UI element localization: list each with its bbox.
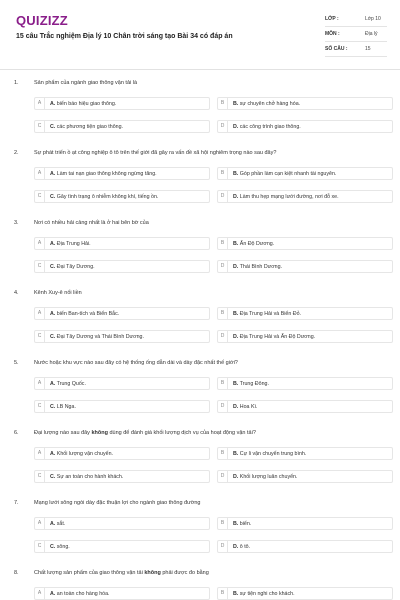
option-text: Hoa Kì.: [238, 404, 258, 410]
option-c[interactable]: [34, 190, 210, 203]
option-text: ô tô.: [238, 544, 251, 550]
option-prefix: D.: [233, 264, 239, 270]
question-3: [0, 212, 400, 282]
option-text: Địa Trung Hải và Ấn Độ Dương.: [238, 334, 316, 340]
question-5: [0, 352, 400, 422]
question-6: [0, 422, 400, 492]
option-text: biển.: [238, 521, 252, 527]
option-prefix: A.: [50, 311, 56, 317]
option-b[interactable]: [217, 97, 393, 110]
option-b[interactable]: [217, 587, 393, 600]
option-prefix: A.: [50, 521, 56, 527]
option-letter: B: [218, 378, 228, 389]
option-prefix: C.: [50, 474, 56, 480]
option-letter: C: [35, 541, 45, 552]
option-letter: A: [35, 588, 45, 599]
option-text: Thái Bình Dương.: [238, 264, 283, 270]
option-letter: D: [218, 331, 228, 342]
option-text: Khối lượng vận chuyển.: [55, 451, 113, 457]
option-b[interactable]: [217, 167, 393, 180]
option-prefix: B.: [233, 241, 239, 247]
option-letter: B: [218, 308, 228, 319]
option-text: Đại Tây Dương.: [55, 264, 95, 270]
option-prefix: C.: [50, 334, 56, 340]
option-text: các phương tiện giao thông.: [55, 124, 123, 130]
option-letter: C: [35, 401, 45, 412]
option-d[interactable]: [217, 260, 393, 273]
option-text: Gây tình trạng ô nhiễm không khí, tiếng ồn.: [55, 194, 159, 200]
question-2: [0, 142, 400, 212]
option-letter: B: [218, 448, 228, 459]
option-c[interactable]: [34, 540, 210, 553]
option-letter: B: [218, 98, 228, 109]
option-a[interactable]: [34, 97, 210, 110]
option-a[interactable]: [34, 167, 210, 180]
meta-class-value: Lớp 10: [365, 16, 381, 22]
option-prefix: B.: [233, 101, 239, 107]
question-number: 5.: [14, 360, 19, 366]
option-letter: D: [218, 121, 228, 132]
option-text: biển báo hiệu giao thông.: [55, 101, 117, 107]
question-number: 7.: [14, 500, 19, 506]
question-number: 1.: [14, 80, 19, 86]
option-prefix: B.: [233, 521, 239, 527]
meta-row-subject: [325, 27, 387, 42]
question-1: [0, 72, 400, 142]
question-emphasis: không: [91, 430, 108, 436]
option-prefix: C.: [50, 544, 56, 550]
option-letter: D: [218, 401, 228, 412]
option-a[interactable]: [34, 237, 210, 250]
meta-row-class: [325, 12, 387, 27]
option-text: Góp phần làm cạn kiệt nhanh tài nguyên.: [238, 171, 337, 177]
option-c[interactable]: [34, 330, 210, 343]
question-text: Kênh Xuy-ê nối liền: [34, 290, 82, 296]
option-prefix: C.: [50, 264, 56, 270]
option-prefix: C.: [50, 124, 56, 130]
option-text: biển Ban-tích và Biển Bắc.: [55, 311, 120, 317]
option-d[interactable]: [217, 330, 393, 343]
question-text: Nơi có nhiều hải cảng nhất là ở hai bên bờ của: [34, 220, 149, 226]
meta-subject-value: Địa lý: [365, 31, 378, 37]
question-emphasis: không: [144, 570, 161, 576]
option-text: an toàn cho hàng hóa.: [55, 591, 110, 597]
question-number: 4.: [14, 290, 19, 296]
option-prefix: B.: [233, 171, 239, 177]
option-prefix: A.: [50, 241, 56, 247]
question-text: Sự phát triển ồ ạt công nghiệp ô tô trên thế giới đã gây ra vấn đề xã hội nghiêm trọng nào sau đây?: [34, 150, 277, 156]
option-prefix: C.: [50, 194, 56, 200]
option-letter: A: [35, 168, 45, 179]
option-c[interactable]: [34, 260, 210, 273]
question-text: Đại lượng nào sau đây không dùng để đánh giá khối lượng dịch vụ của hoạt động vận tải?: [34, 430, 256, 436]
option-d[interactable]: [217, 470, 393, 483]
question-text: Sản phẩm của ngành giao thông vận tải là: [34, 80, 138, 86]
option-letter: A: [35, 518, 45, 529]
option-text: Trung Đông.: [238, 381, 269, 387]
question-8: [0, 562, 400, 600]
option-prefix: B.: [233, 451, 239, 457]
option-text: sắt.: [55, 521, 66, 527]
option-text: LB Nga.: [55, 404, 76, 410]
option-prefix: A.: [50, 381, 56, 387]
option-prefix: D.: [233, 474, 239, 480]
option-letter: C: [35, 471, 45, 482]
question-text: Nước hoặc khu vực nào sau đây có hệ thống ống dẫn dài và dày đặc nhất thế giới?: [34, 360, 238, 366]
option-letter: B: [218, 588, 228, 599]
meta-row-count: [325, 42, 387, 57]
option-a[interactable]: [34, 307, 210, 320]
option-d[interactable]: [217, 120, 393, 133]
option-d[interactable]: [217, 540, 393, 553]
question-number: 6.: [14, 430, 19, 436]
option-prefix: A.: [50, 591, 56, 597]
option-letter: D: [218, 261, 228, 272]
option-c[interactable]: [34, 120, 210, 133]
option-text: Làm thu hẹp mạng lưới đường, nơi đỗ xe.: [238, 194, 339, 200]
option-prefix: B.: [233, 381, 239, 387]
meta-class-label: LỚP :: [325, 16, 339, 22]
option-c[interactable]: [34, 400, 210, 413]
option-prefix: D.: [233, 124, 239, 130]
option-c[interactable]: [34, 470, 210, 483]
meta-subject-label: MÔN :: [325, 31, 340, 37]
option-text: Trung Quốc.: [55, 381, 86, 387]
option-d[interactable]: [217, 190, 393, 203]
question-text: Chất lượng sản phẩm của giao thông vận tải không phải được đo bằng: [34, 570, 209, 576]
option-prefix: D.: [233, 334, 239, 340]
option-text: các công trình giao thông.: [238, 124, 301, 130]
option-letter: B: [218, 168, 228, 179]
option-letter: C: [35, 121, 45, 132]
quizizz-logo: QUIZIZZ: [16, 13, 68, 28]
option-text: Địa Trung Hải và Biển Đỏ.: [238, 311, 302, 317]
option-prefix: A.: [50, 101, 56, 107]
option-letter: B: [218, 518, 228, 529]
option-text: Sự an toàn cho hành khách.: [55, 474, 124, 480]
question-7: [0, 492, 400, 562]
option-a[interactable]: [34, 587, 210, 600]
option-text: sự chuyên chở hàng hóa.: [238, 101, 301, 107]
question-4: [0, 282, 400, 352]
option-letter: A: [35, 308, 45, 319]
option-prefix: D.: [233, 404, 239, 410]
option-letter: A: [35, 238, 45, 249]
worksheet-meta: [325, 12, 387, 57]
option-text: Cự li vận chuyển trung bình.: [238, 451, 307, 457]
option-b[interactable]: [217, 517, 393, 530]
option-prefix: B.: [233, 591, 239, 597]
option-letter: C: [35, 191, 45, 202]
option-prefix: B.: [233, 311, 239, 317]
option-prefix: C.: [50, 404, 56, 410]
option-prefix: D.: [233, 194, 239, 200]
option-letter: D: [218, 541, 228, 552]
option-prefix: A.: [50, 171, 56, 177]
option-letter: D: [218, 191, 228, 202]
question-number: 8.: [14, 570, 19, 576]
option-prefix: D.: [233, 544, 239, 550]
option-letter: A: [35, 98, 45, 109]
question-number: 3.: [14, 220, 19, 226]
option-letter: D: [218, 471, 228, 482]
option-letter: A: [35, 378, 45, 389]
option-b[interactable]: [217, 447, 393, 460]
option-d[interactable]: [217, 400, 393, 413]
option-text: Ấn Độ Dương.: [238, 241, 275, 247]
option-text: Khối lượng luân chuyển.: [238, 474, 298, 480]
option-b[interactable]: [217, 377, 393, 390]
option-text: Làm tai nạn giao thông không ngừng tăng.: [55, 171, 157, 177]
option-text: sông.: [55, 544, 70, 550]
option-text: Địa Trung Hải.: [55, 241, 91, 247]
option-text: Đại Tây Dương và Thái Bình Dương.: [55, 334, 144, 340]
option-a[interactable]: [34, 447, 210, 460]
question-text: Mạng lưới sông ngòi dày đặc thuận lợi cho ngành giao thông đường: [34, 500, 201, 506]
worksheet-title: 15 câu Trắc nghiệm Địa lý 10 Chân trời sáng tạo Bài 34 có đáp án: [16, 33, 233, 40]
worksheet-header: [0, 0, 400, 70]
option-prefix: A.: [50, 451, 56, 457]
option-letter: C: [35, 261, 45, 272]
meta-count-label: SỐ CÂU :: [325, 46, 348, 52]
option-letter: C: [35, 331, 45, 342]
option-b[interactable]: [217, 237, 393, 250]
meta-count-value: 15: [365, 46, 371, 52]
question-number: 2.: [14, 150, 19, 156]
option-letter: B: [218, 238, 228, 249]
option-a[interactable]: [34, 517, 210, 530]
option-letter: A: [35, 448, 45, 459]
option-b[interactable]: [217, 307, 393, 320]
option-text: sự tiện nghi cho khách.: [238, 591, 295, 597]
option-a[interactable]: [34, 377, 210, 390]
